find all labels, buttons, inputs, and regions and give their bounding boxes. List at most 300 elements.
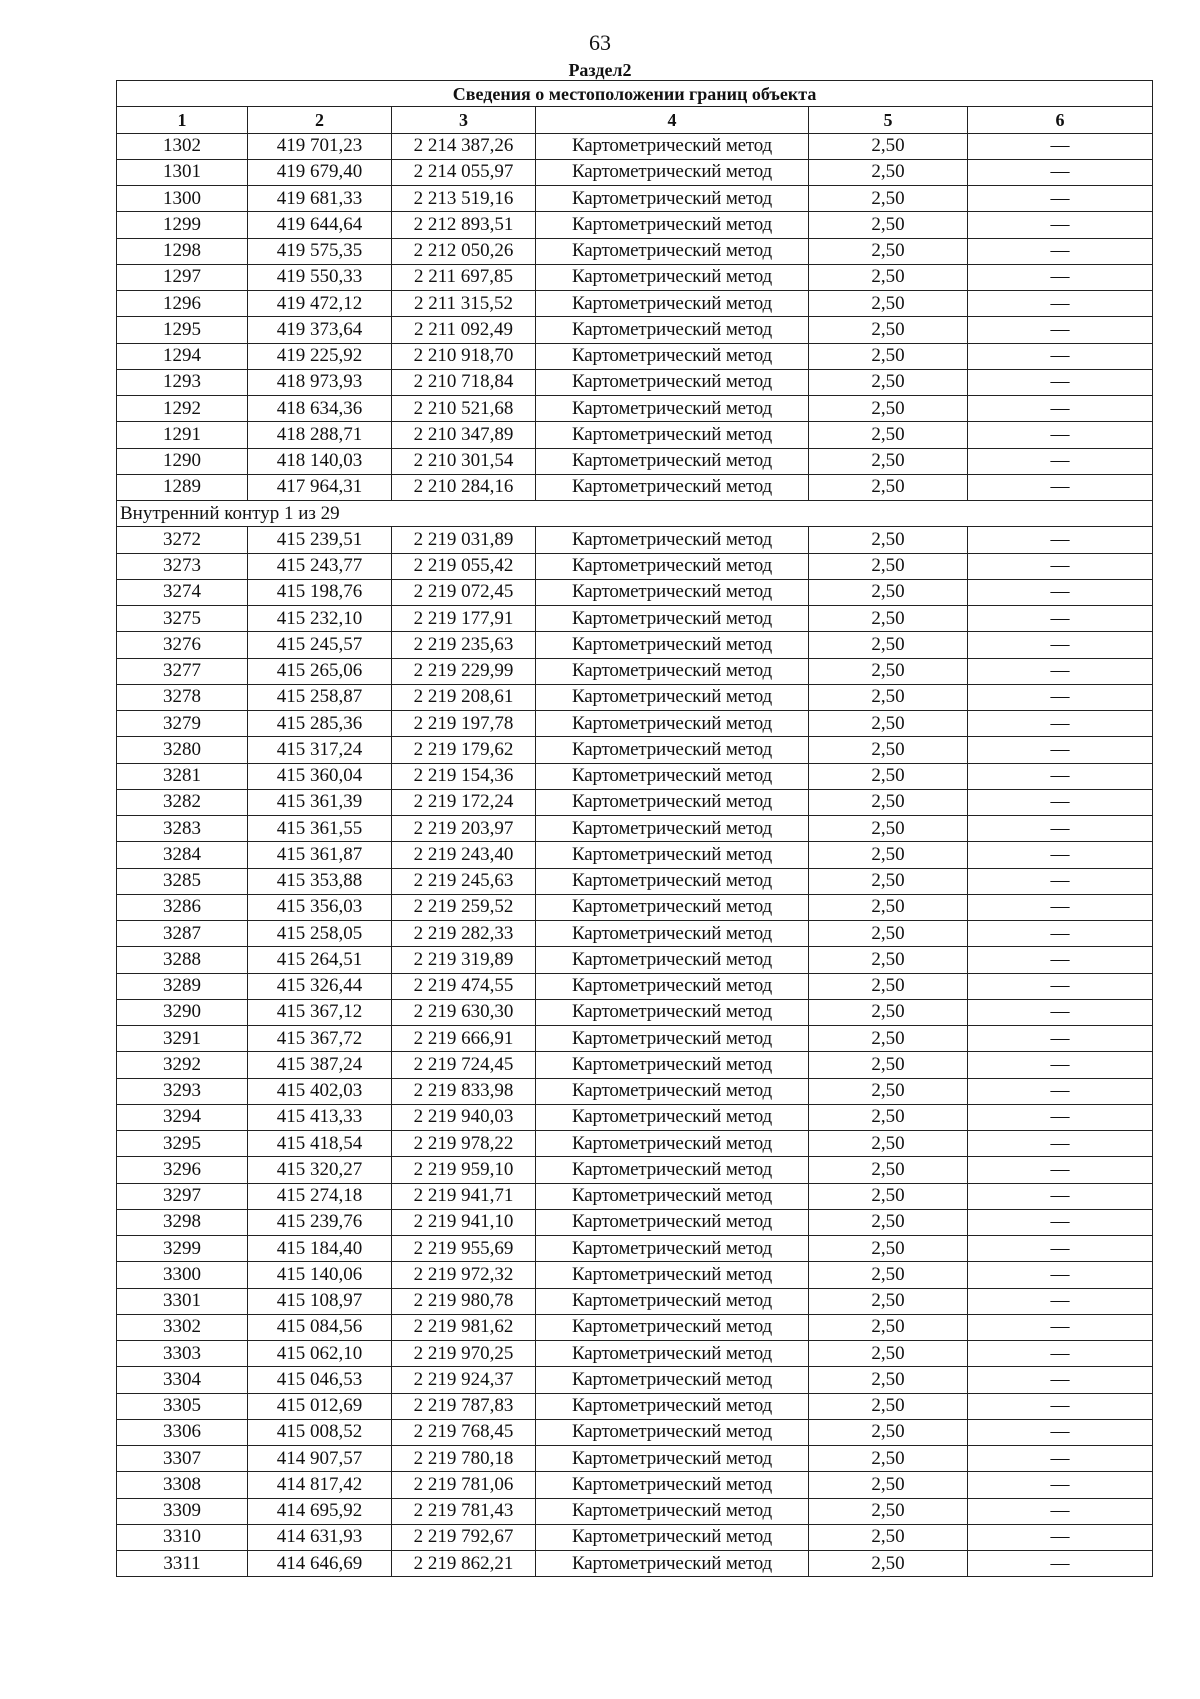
point-number-cell: 3287 [117,921,248,947]
table-row [117,789,1153,815]
table-row [117,186,1153,212]
table-row [117,684,1153,710]
accuracy-cell: 2,50 [809,606,968,632]
method-cell: Картометрический метод [536,422,809,448]
point-number-cell: 1299 [117,212,248,238]
method-cell: Картометрический метод [536,1524,809,1550]
method-cell: Картометрический метод [536,632,809,658]
point-number-cell: 3301 [117,1288,248,1314]
method-cell: Картометрический метод [536,238,809,264]
x-coordinate-cell: 414 907,57 [248,1446,392,1472]
y-coordinate-cell: 2 219 940,03 [392,1104,536,1130]
table-row [117,343,1153,369]
point-number-cell: 3302 [117,1314,248,1340]
x-coordinate-cell: 415 184,40 [248,1236,392,1262]
table-row [117,212,1153,238]
method-cell: Картометрический метод [536,343,809,369]
table-row [117,1052,1153,1078]
point-number-cell: 3293 [117,1078,248,1104]
y-coordinate-cell: 2 219 924,37 [392,1367,536,1393]
y-coordinate-cell: 2 219 203,97 [392,816,536,842]
table-row [117,1446,1153,1472]
y-coordinate-cell: 2 219 245,63 [392,868,536,894]
y-coordinate-cell: 2 219 941,71 [392,1183,536,1209]
y-coordinate-cell: 2 219 179,62 [392,737,536,763]
note-cell: — [968,1551,1153,1577]
method-cell: Картометрический метод [536,527,809,553]
accuracy-cell: 2,50 [809,474,968,500]
x-coordinate-cell: 419 701,23 [248,133,392,159]
x-coordinate-cell: 415 258,05 [248,921,392,947]
method-cell: Картометрический метод [536,133,809,159]
accuracy-cell: 2,50 [809,921,968,947]
point-number-cell: 3272 [117,527,248,553]
method-cell: Картометрический метод [536,1104,809,1130]
method-cell: Картометрический метод [536,763,809,789]
point-number-cell: 3283 [117,816,248,842]
method-cell: Картометрический метод [536,658,809,684]
accuracy-cell: 2,50 [809,789,968,815]
table-row [117,1209,1153,1235]
y-coordinate-cell: 2 219 972,32 [392,1262,536,1288]
table-row [117,1262,1153,1288]
point-number-cell: 1289 [117,474,248,500]
accuracy-cell: 2,50 [809,1341,968,1367]
note-cell: — [968,1131,1153,1157]
y-coordinate-cell: 2 219 780,18 [392,1446,536,1472]
table-row [117,868,1153,894]
x-coordinate-cell: 415 353,88 [248,868,392,894]
accuracy-cell: 2,50 [809,264,968,290]
note-cell: — [968,1026,1153,1052]
accuracy-cell: 2,50 [809,684,968,710]
accuracy-cell: 2,50 [809,1393,968,1419]
x-coordinate-cell: 415 243,77 [248,553,392,579]
x-coordinate-cell: 417 964,31 [248,474,392,500]
point-number-cell: 1294 [117,343,248,369]
accuracy-cell: 2,50 [809,291,968,317]
method-cell: Картометрический метод [536,1078,809,1104]
method-cell: Картометрический метод [536,1314,809,1340]
accuracy-cell: 2,50 [809,737,968,763]
x-coordinate-cell: 415 361,39 [248,789,392,815]
point-number-cell: 3273 [117,553,248,579]
y-coordinate-cell: 2 219 630,30 [392,999,536,1025]
note-cell: — [968,317,1153,343]
table-row [117,1498,1153,1524]
point-number-cell: 1300 [117,186,248,212]
accuracy-cell: 2,50 [809,1026,968,1052]
y-coordinate-cell: 2 219 055,42 [392,553,536,579]
column-header-6: 6 [968,107,1153,133]
point-number-cell: 1292 [117,396,248,422]
method-cell: Картометрический метод [536,999,809,1025]
note-cell: — [968,658,1153,684]
x-coordinate-cell: 415 084,56 [248,1314,392,1340]
point-number-cell: 3288 [117,947,248,973]
table-row [117,1314,1153,1340]
x-coordinate-cell: 415 012,69 [248,1393,392,1419]
table-row [117,999,1153,1025]
point-number-cell: 3297 [117,1183,248,1209]
column-header-4: 4 [536,107,809,133]
point-number-cell: 3281 [117,763,248,789]
x-coordinate-cell: 419 225,92 [248,343,392,369]
y-coordinate-cell: 2 219 970,25 [392,1341,536,1367]
x-coordinate-cell: 418 288,71 [248,422,392,448]
x-coordinate-cell: 415 232,10 [248,606,392,632]
table-row [117,1551,1153,1577]
point-number-cell: 3280 [117,737,248,763]
method-cell: Картометрический метод [536,606,809,632]
note-cell: — [968,711,1153,737]
method-cell: Картометрический метод [536,894,809,920]
point-number-cell: 3290 [117,999,248,1025]
point-number-cell: 3276 [117,632,248,658]
accuracy-cell: 2,50 [809,422,968,448]
accuracy-cell: 2,50 [809,763,968,789]
note-cell: — [968,1393,1153,1419]
table-title: Сведения о местоположении границ объекта [117,81,1153,107]
accuracy-cell: 2,50 [809,317,968,343]
method-cell: Картометрический метод [536,842,809,868]
point-number-cell: 3279 [117,711,248,737]
point-number-cell: 3274 [117,579,248,605]
note-cell: — [968,789,1153,815]
y-coordinate-cell: 2 212 893,51 [392,212,536,238]
method-cell: Картометрический метод [536,1183,809,1209]
point-number-cell: 3303 [117,1341,248,1367]
note-cell: — [968,999,1153,1025]
point-number-cell: 3304 [117,1367,248,1393]
point-number-cell: 3307 [117,1446,248,1472]
point-number-cell: 3310 [117,1524,248,1550]
table-row [117,264,1153,290]
accuracy-cell: 2,50 [809,396,968,422]
y-coordinate-cell: 2 211 697,85 [392,264,536,290]
x-coordinate-cell: 415 239,51 [248,527,392,553]
note-cell: — [968,763,1153,789]
y-coordinate-cell: 2 219 978,22 [392,1131,536,1157]
x-coordinate-cell: 415 418,54 [248,1131,392,1157]
point-number-cell: 3306 [117,1419,248,1445]
y-coordinate-cell: 2 219 959,10 [392,1157,536,1183]
y-coordinate-cell: 2 219 031,89 [392,527,536,553]
table-row [117,1157,1153,1183]
table-row [117,1236,1153,1262]
point-number-cell: 3282 [117,789,248,815]
x-coordinate-cell: 415 198,76 [248,579,392,605]
point-number-cell: 3291 [117,1026,248,1052]
accuracy-cell: 2,50 [809,1472,968,1498]
contour-label: Внутренний контур 1 из 29 [117,501,1153,527]
table-row [117,816,1153,842]
table-row [117,763,1153,789]
method-cell: Картометрический метод [536,789,809,815]
table-row [117,527,1153,553]
point-number-cell: 3278 [117,684,248,710]
y-coordinate-cell: 2 219 229,99 [392,658,536,684]
section-title: Раздел2 [568,60,632,80]
accuracy-cell: 2,50 [809,1551,968,1577]
y-coordinate-cell: 2 219 941,10 [392,1209,536,1235]
y-coordinate-cell: 2 219 792,67 [392,1524,536,1550]
x-coordinate-cell: 415 361,87 [248,842,392,868]
x-coordinate-cell: 415 062,10 [248,1341,392,1367]
table-row [117,973,1153,999]
point-number-cell: 3309 [117,1498,248,1524]
note-cell: — [968,1446,1153,1472]
table-row [117,632,1153,658]
x-coordinate-cell: 419 575,35 [248,238,392,264]
table-row [117,317,1153,343]
method-cell: Картометрический метод [536,1288,809,1314]
note-cell: — [968,868,1153,894]
table-row [117,711,1153,737]
y-coordinate-cell: 2 219 787,83 [392,1393,536,1419]
table-row [117,1524,1153,1550]
note-cell: — [968,186,1153,212]
point-number-cell: 3292 [117,1052,248,1078]
point-number-cell: 3289 [117,973,248,999]
point-number-cell: 3305 [117,1393,248,1419]
method-cell: Картометрический метод [536,1472,809,1498]
table-row [117,894,1153,920]
accuracy-cell: 2,50 [809,868,968,894]
x-coordinate-cell: 414 646,69 [248,1551,392,1577]
point-number-cell: 3311 [117,1551,248,1577]
note-cell: — [968,1052,1153,1078]
y-coordinate-cell: 2 219 154,36 [392,763,536,789]
table-row [117,1104,1153,1130]
note-cell: — [968,553,1153,579]
table-row [117,737,1153,763]
table-row [117,369,1153,395]
table-row [117,658,1153,684]
y-coordinate-cell: 2 219 981,62 [392,1314,536,1340]
x-coordinate-cell: 415 264,51 [248,947,392,973]
y-coordinate-cell: 2 219 666,91 [392,1026,536,1052]
x-coordinate-cell: 415 402,03 [248,1078,392,1104]
contour-row [117,501,1153,527]
x-coordinate-cell: 415 108,97 [248,1288,392,1314]
point-number-cell: 1302 [117,133,248,159]
method-cell: Картометрический метод [536,212,809,238]
table-title-row [117,81,1153,107]
table-row [117,842,1153,868]
method-cell: Картометрический метод [536,1131,809,1157]
point-number-cell: 1298 [117,238,248,264]
x-coordinate-cell: 414 817,42 [248,1472,392,1498]
table-row [117,133,1153,159]
note-cell: — [968,632,1153,658]
x-coordinate-cell: 415 356,03 [248,894,392,920]
note-cell: — [968,1183,1153,1209]
note-cell: — [968,212,1153,238]
accuracy-cell: 2,50 [809,1288,968,1314]
y-coordinate-cell: 2 219 282,33 [392,921,536,947]
table-row [117,1288,1153,1314]
x-coordinate-cell: 414 695,92 [248,1498,392,1524]
note-cell: — [968,684,1153,710]
method-cell: Картометрический метод [536,1446,809,1472]
y-coordinate-cell: 2 214 055,97 [392,159,536,185]
note-cell: — [968,238,1153,264]
note-cell: — [968,894,1153,920]
note-cell: — [968,606,1153,632]
method-cell: Картометрический метод [536,1052,809,1078]
note-cell: — [968,369,1153,395]
point-number-cell: 1296 [117,291,248,317]
y-coordinate-cell: 2 219 781,06 [392,1472,536,1498]
method-cell: Картометрический метод [536,1419,809,1445]
point-number-cell: 3296 [117,1157,248,1183]
x-coordinate-cell: 415 008,52 [248,1419,392,1445]
method-cell: Картометрический метод [536,1551,809,1577]
accuracy-cell: 2,50 [809,1236,968,1262]
table-row [117,159,1153,185]
x-coordinate-cell: 418 140,03 [248,448,392,474]
method-cell: Картометрический метод [536,973,809,999]
note-cell: — [968,579,1153,605]
y-coordinate-cell: 2 210 718,84 [392,369,536,395]
accuracy-cell: 2,50 [809,1131,968,1157]
y-coordinate-cell: 2 219 208,61 [392,684,536,710]
table-row [117,579,1153,605]
note-cell: — [968,1498,1153,1524]
x-coordinate-cell: 415 320,27 [248,1157,392,1183]
point-number-cell: 3295 [117,1131,248,1157]
accuracy-cell: 2,50 [809,159,968,185]
accuracy-cell: 2,50 [809,947,968,973]
note-cell: — [968,1524,1153,1550]
x-coordinate-cell: 415 239,76 [248,1209,392,1235]
table-row [117,238,1153,264]
accuracy-cell: 2,50 [809,1209,968,1235]
table-row [117,606,1153,632]
y-coordinate-cell: 2 212 050,26 [392,238,536,264]
y-coordinate-cell: 2 211 315,52 [392,291,536,317]
point-number-cell: 3284 [117,842,248,868]
table-row [117,1341,1153,1367]
method-cell: Картометрический метод [536,816,809,842]
method-cell: Картометрический метод [536,159,809,185]
x-coordinate-cell: 415 274,18 [248,1183,392,1209]
x-coordinate-cell: 419 373,64 [248,317,392,343]
y-coordinate-cell: 2 219 768,45 [392,1419,536,1445]
accuracy-cell: 2,50 [809,448,968,474]
method-cell: Картометрический метод [536,684,809,710]
method-cell: Картометрический метод [536,1157,809,1183]
x-coordinate-cell: 419 550,33 [248,264,392,290]
accuracy-cell: 2,50 [809,1524,968,1550]
table-row [117,291,1153,317]
y-coordinate-cell: 2 210 301,54 [392,448,536,474]
y-coordinate-cell: 2 219 197,78 [392,711,536,737]
note-cell: — [968,921,1153,947]
x-coordinate-cell: 415 367,12 [248,999,392,1025]
accuracy-cell: 2,50 [809,1052,968,1078]
table-row [117,1026,1153,1052]
y-coordinate-cell: 2 219 177,91 [392,606,536,632]
method-cell: Картометрический метод [536,1341,809,1367]
column-header-5: 5 [809,107,968,133]
y-coordinate-cell: 2 210 347,89 [392,422,536,448]
method-cell: Картометрический метод [536,737,809,763]
accuracy-cell: 2,50 [809,212,968,238]
method-cell: Картометрический метод [536,921,809,947]
accuracy-cell: 2,50 [809,816,968,842]
method-cell: Картометрический метод [536,317,809,343]
y-coordinate-cell: 2 219 259,52 [392,894,536,920]
table-row [117,947,1153,973]
y-coordinate-cell: 2 210 918,70 [392,343,536,369]
table-row [117,422,1153,448]
accuracy-cell: 2,50 [809,711,968,737]
note-cell: — [968,1367,1153,1393]
method-cell: Картометрический метод [536,1262,809,1288]
method-cell: Картометрический метод [536,448,809,474]
y-coordinate-cell: 2 219 072,45 [392,579,536,605]
note-cell: — [968,1262,1153,1288]
note-cell: — [968,947,1153,973]
table-row [117,396,1153,422]
table-row [117,448,1153,474]
method-cell: Картометрический метод [536,1367,809,1393]
note-cell: — [968,1104,1153,1130]
accuracy-cell: 2,50 [809,658,968,684]
accuracy-cell: 2,50 [809,527,968,553]
method-cell: Картометрический метод [536,947,809,973]
x-coordinate-cell: 414 631,93 [248,1524,392,1550]
note-cell: — [968,159,1153,185]
y-coordinate-cell: 2 219 833,98 [392,1078,536,1104]
point-number-cell: 3300 [117,1262,248,1288]
point-number-cell: 3299 [117,1236,248,1262]
x-coordinate-cell: 415 317,24 [248,737,392,763]
column-header-2: 2 [248,107,392,133]
accuracy-cell: 2,50 [809,579,968,605]
note-cell: — [968,396,1153,422]
point-number-cell: 1291 [117,422,248,448]
x-coordinate-cell: 415 326,44 [248,973,392,999]
note-cell: — [968,422,1153,448]
column-header-3: 3 [392,107,536,133]
method-cell: Картометрический метод [536,553,809,579]
table-row [117,1393,1153,1419]
point-number-cell: 3308 [117,1472,248,1498]
method-cell: Картометрический метод [536,186,809,212]
point-number-cell: 3285 [117,868,248,894]
page-number: 63 [589,30,611,55]
point-number-cell: 3286 [117,894,248,920]
y-coordinate-cell: 2 219 980,78 [392,1288,536,1314]
table-row [117,1472,1153,1498]
note-cell: — [968,264,1153,290]
note-cell: — [968,973,1153,999]
table-row [117,1419,1153,1445]
method-cell: Картометрический метод [536,1026,809,1052]
point-number-cell: 3275 [117,606,248,632]
x-coordinate-cell: 415 140,06 [248,1262,392,1288]
point-number-cell: 1290 [117,448,248,474]
y-coordinate-cell: 2 210 284,16 [392,474,536,500]
x-coordinate-cell: 419 472,12 [248,291,392,317]
note-cell: — [968,343,1153,369]
accuracy-cell: 2,50 [809,343,968,369]
note-cell: — [968,474,1153,500]
accuracy-cell: 2,50 [809,1078,968,1104]
